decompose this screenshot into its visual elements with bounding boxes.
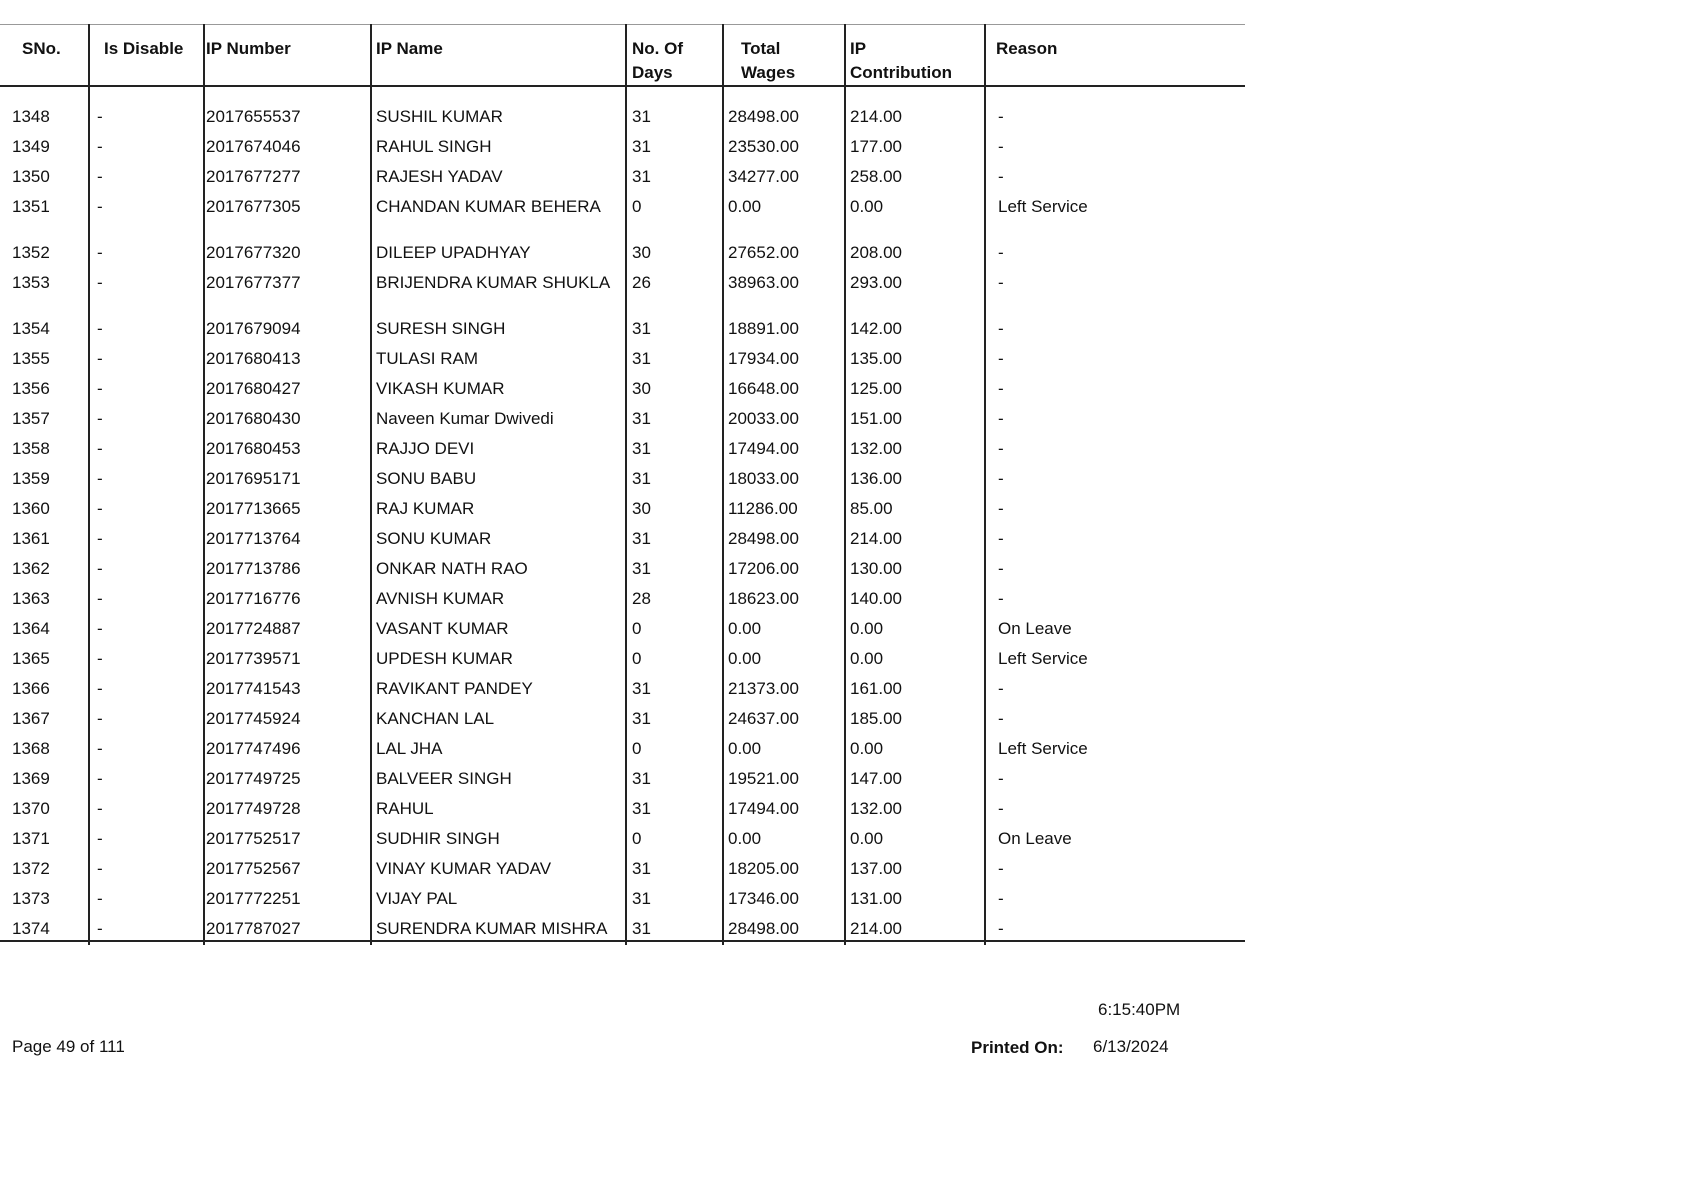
cell-sno: 1350	[12, 167, 50, 186]
cell-contribution: 136.00	[850, 469, 902, 488]
cell-reason: -	[998, 769, 1004, 788]
cell-contribution: 258.00	[850, 167, 902, 186]
cell-reason: -	[998, 799, 1004, 818]
cell-is-disable: -	[97, 919, 103, 938]
cell-ip-name: Naveen Kumar Dwivedi	[376, 409, 554, 428]
table-row	[0, 797, 1245, 827]
cell-ip-name: RAJ KUMAR	[376, 499, 475, 518]
cell-ip-name: RAHUL SINGH	[376, 137, 492, 156]
cell-ip-name: DILEEP UPADHYAY	[376, 243, 531, 262]
cell-is-disable: -	[97, 409, 103, 428]
column-header-days	[632, 37, 683, 85]
column-header-ip-name	[376, 37, 443, 61]
cell-ip-name: AVNISH KUMAR	[376, 589, 505, 608]
table-row	[0, 587, 1245, 617]
cell-is-disable: -	[97, 559, 103, 578]
cell-ip-name: VIKASH KUMAR	[376, 379, 505, 398]
cell-is-disable: -	[97, 739, 103, 758]
cell-reason: -	[998, 409, 1004, 428]
cell-is-disable: -	[97, 107, 103, 126]
cell-sno: 1366	[12, 679, 50, 698]
cell-reason: On Leave	[998, 829, 1072, 848]
cell-ip-name: SUSHIL KUMAR	[376, 107, 503, 126]
cell-wages: 28498.00	[728, 107, 799, 126]
cell-is-disable: -	[97, 137, 103, 156]
table-row	[0, 827, 1245, 857]
cell-ip-number: 2017677305	[206, 197, 301, 216]
cell-contribution: 125.00	[850, 379, 902, 398]
cell-days: 31	[632, 469, 651, 488]
header-label: Contribution	[850, 63, 952, 82]
cell-contribution: 214.00	[850, 919, 902, 938]
cell-ip-number: 2017695171	[206, 469, 301, 488]
cell-sno: 1364	[12, 619, 50, 638]
cell-contribution: 185.00	[850, 709, 902, 728]
cell-ip-number: 2017716776	[206, 589, 301, 608]
table-row	[0, 467, 1245, 497]
table-row	[0, 647, 1245, 677]
cell-ip-number: 2017739571	[206, 649, 301, 668]
cell-ip-number: 2017724887	[206, 619, 301, 638]
cell-ip-number: 2017674046	[206, 137, 301, 156]
cell-sno: 1353	[12, 273, 50, 292]
cell-days: 31	[632, 679, 651, 698]
cell-sno: 1368	[12, 739, 50, 758]
cell-is-disable: -	[97, 619, 103, 638]
cell-ip-name: SURENDRA KUMAR MISHRA	[376, 919, 608, 938]
cell-ip-name: SURESH SINGH	[376, 319, 506, 338]
cell-is-disable: -	[97, 439, 103, 458]
cell-ip-number: 2017680413	[206, 349, 301, 368]
table-row	[0, 195, 1245, 225]
header-label: IP	[850, 39, 867, 58]
table-row	[0, 767, 1245, 797]
cell-ip-name: BRIJENDRA KUMAR SHUKLA	[376, 273, 611, 292]
column-header-sno	[22, 37, 61, 61]
cell-days: 0	[632, 197, 642, 216]
table-row	[0, 317, 1245, 347]
table-row	[0, 887, 1245, 917]
cell-is-disable: -	[97, 859, 103, 878]
printed-time: 6:15:40PM	[1098, 1000, 1181, 1019]
cell-reason: -	[998, 469, 1004, 488]
table-row	[0, 707, 1245, 737]
cell-contribution: 161.00	[850, 679, 902, 698]
cell-days: 30	[632, 243, 651, 262]
table-row	[0, 617, 1245, 647]
header-label: SNo.	[22, 39, 61, 58]
table-row	[0, 527, 1245, 557]
cell-is-disable: -	[97, 379, 103, 398]
cell-sno: 1367	[12, 709, 50, 728]
cell-ip-number: 2017772251	[206, 889, 301, 908]
cell-sno: 1358	[12, 439, 50, 458]
cell-days: 0	[632, 829, 642, 848]
page-number: Page 49 of 111	[12, 1037, 125, 1056]
cell-wages: 0.00	[728, 197, 762, 216]
header-label: Reason	[996, 39, 1058, 58]
cell-ip-name: CHANDAN KUMAR BEHERA	[376, 197, 601, 216]
cell-reason: -	[998, 349, 1004, 368]
cell-wages: 17346.00	[728, 889, 799, 908]
cell-is-disable: -	[97, 167, 103, 186]
cell-ip-name: LAL JHA	[376, 739, 443, 758]
cell-sno: 1370	[12, 799, 50, 818]
cell-ip-number: 2017745924	[206, 709, 301, 728]
cell-contribution: 130.00	[850, 559, 902, 578]
cell-contribution: 132.00	[850, 799, 902, 818]
cell-ip-name: RAJESH YADAV	[376, 167, 503, 186]
cell-contribution: 0.00	[850, 649, 884, 668]
cell-reason: -	[998, 379, 1004, 398]
header-label: Wages	[741, 63, 796, 82]
table-row	[0, 857, 1245, 887]
cell-ip-number: 2017752567	[206, 859, 301, 878]
table-row	[0, 677, 1245, 707]
cell-days: 31	[632, 709, 651, 728]
cell-days: 31	[632, 889, 651, 908]
table-row	[0, 437, 1245, 467]
cell-reason: Left Service	[998, 197, 1088, 216]
cell-days: 31	[632, 319, 651, 338]
cell-days: 31	[632, 107, 651, 126]
cell-wages: 17494.00	[728, 439, 799, 458]
table-row	[0, 557, 1245, 587]
cell-is-disable: -	[97, 769, 103, 788]
cell-wages: 20033.00	[728, 409, 799, 428]
cell-sno: 1349	[12, 137, 50, 156]
cell-is-disable: -	[97, 349, 103, 368]
cell-ip-number: 2017677277	[206, 167, 301, 186]
cell-ip-number: 2017787027	[206, 919, 301, 938]
cell-is-disable: -	[97, 319, 103, 338]
column-header-reason	[996, 37, 1057, 61]
cell-ip-number: 2017655537	[206, 107, 301, 126]
cell-days: 31	[632, 439, 651, 458]
cell-reason: Left Service	[998, 649, 1088, 668]
cell-reason: -	[998, 859, 1004, 878]
cell-ip-number: 2017749725	[206, 769, 301, 788]
cell-reason: -	[998, 243, 1004, 262]
cell-days: 26	[632, 273, 651, 292]
cell-wages: 16648.00	[728, 379, 799, 398]
column-header-wages	[741, 37, 795, 85]
cell-contribution: 214.00	[850, 107, 902, 126]
cell-wages: 18205.00	[728, 859, 799, 878]
cell-reason: -	[998, 439, 1004, 458]
header-label: IP Number	[206, 39, 291, 58]
cell-contribution: 293.00	[850, 273, 902, 292]
cell-reason: -	[998, 107, 1004, 126]
cell-ip-name: SONU KUMAR	[376, 529, 492, 548]
cell-ip-number: 2017747496	[206, 739, 301, 758]
cell-wages: 17494.00	[728, 799, 799, 818]
cell-is-disable: -	[97, 243, 103, 262]
table-row	[0, 407, 1245, 437]
cell-contribution: 208.00	[850, 243, 902, 262]
table-row	[0, 917, 1245, 947]
cell-wages: 0.00	[728, 829, 762, 848]
printed-date: 6/13/2024	[1093, 1037, 1169, 1056]
cell-sno: 1363	[12, 589, 50, 608]
cell-ip-name: ONKAR NATH RAO	[376, 559, 528, 578]
cell-wages: 38963.00	[728, 273, 799, 292]
cell-sno: 1348	[12, 107, 50, 126]
cell-ip-number: 2017741543	[206, 679, 301, 698]
cell-wages: 23530.00	[728, 137, 799, 156]
header-label: Days	[632, 63, 673, 82]
cell-wages: 0.00	[728, 739, 762, 758]
cell-sno: 1354	[12, 319, 50, 338]
cell-is-disable: -	[97, 499, 103, 518]
cell-contribution: 85.00	[850, 499, 893, 518]
table-row	[0, 105, 1245, 135]
cell-sno: 1351	[12, 197, 50, 216]
cell-ip-name: RAVIKANT PANDEY	[376, 679, 533, 698]
cell-reason: Left Service	[998, 739, 1088, 758]
header-bottom-border	[0, 85, 1245, 87]
cell-days: 0	[632, 739, 642, 758]
cell-sno: 1371	[12, 829, 50, 848]
cell-days: 31	[632, 529, 651, 548]
table-row	[0, 135, 1245, 165]
cell-contribution: 140.00	[850, 589, 902, 608]
cell-ip-number: 2017752517	[206, 829, 301, 848]
table-row	[0, 347, 1245, 377]
cell-days: 31	[632, 919, 651, 938]
cell-sno: 1356	[12, 379, 50, 398]
cell-wages: 18891.00	[728, 319, 799, 338]
table-row	[0, 165, 1245, 195]
cell-reason: On Leave	[998, 619, 1072, 638]
cell-sno: 1357	[12, 409, 50, 428]
header-label: Total	[741, 39, 781, 58]
cell-reason: -	[998, 529, 1004, 548]
cell-wages: 11286.00	[728, 499, 798, 518]
cell-days: 30	[632, 499, 651, 518]
cell-wages: 21373.00	[728, 679, 799, 698]
table-row	[0, 737, 1245, 767]
header-label: No. Of	[632, 39, 683, 58]
cell-sno: 1374	[12, 919, 50, 938]
cell-days: 31	[632, 769, 651, 788]
cell-contribution: 0.00	[850, 197, 884, 216]
cell-days: 0	[632, 619, 642, 638]
cell-is-disable: -	[97, 529, 103, 548]
cell-ip-name: UPDESH KUMAR	[376, 649, 513, 668]
cell-wages: 18033.00	[728, 469, 799, 488]
cell-days: 31	[632, 409, 651, 428]
cell-wages: 17206.00	[728, 559, 799, 578]
cell-ip-name: VINAY KUMAR YADAV	[376, 859, 552, 878]
cell-ip-name: VASANT KUMAR	[376, 619, 509, 638]
cell-contribution: 135.00	[850, 349, 902, 368]
cell-sno: 1360	[12, 499, 50, 518]
cell-contribution: 142.00	[850, 319, 902, 338]
data-table	[0, 24, 1245, 944]
cell-days: 30	[632, 379, 651, 398]
cell-days: 31	[632, 167, 651, 186]
cell-wages: 34277.00	[728, 167, 799, 186]
cell-sno: 1355	[12, 349, 50, 368]
cell-is-disable: -	[97, 829, 103, 848]
cell-sno: 1359	[12, 469, 50, 488]
cell-contribution: 0.00	[850, 619, 884, 638]
cell-reason: -	[998, 137, 1004, 156]
cell-ip-number: 2017680453	[206, 439, 301, 458]
cell-ip-number: 2017713764	[206, 529, 301, 548]
cell-is-disable: -	[97, 799, 103, 818]
cell-wages: 18623.00	[728, 589, 799, 608]
cell-contribution: 0.00	[850, 739, 884, 758]
cell-reason: -	[998, 319, 1004, 338]
cell-ip-number: 2017713786	[206, 559, 301, 578]
cell-reason: -	[998, 167, 1004, 186]
cell-sno: 1369	[12, 769, 50, 788]
cell-ip-number: 2017680430	[206, 409, 301, 428]
cell-wages: 27652.00	[728, 243, 799, 262]
cell-days: 31	[632, 799, 651, 818]
table-row	[0, 241, 1245, 271]
cell-ip-number: 2017677377	[206, 273, 301, 292]
cell-reason: -	[998, 273, 1004, 292]
header-label: IP Name	[376, 39, 443, 58]
cell-is-disable: -	[97, 649, 103, 668]
column-header-is-disable	[104, 37, 183, 61]
cell-wages: 0.00	[728, 619, 762, 638]
cell-sno: 1365	[12, 649, 50, 668]
table-top-border	[0, 24, 1245, 25]
cell-contribution: 177.00	[850, 137, 902, 156]
cell-is-disable: -	[97, 589, 103, 608]
column-header-ip-number	[206, 37, 291, 61]
cell-contribution: 137.00	[850, 859, 902, 878]
cell-ip-name: RAHUL	[376, 799, 434, 818]
cell-is-disable: -	[97, 709, 103, 728]
cell-days: 28	[632, 589, 651, 608]
cell-ip-number: 2017680427	[206, 379, 301, 398]
cell-ip-name: SONU BABU	[376, 469, 477, 488]
cell-wages: 19521.00	[728, 769, 799, 788]
cell-sno: 1361	[12, 529, 50, 548]
cell-reason: -	[998, 559, 1004, 578]
cell-ip-name: VIJAY PAL	[376, 889, 458, 908]
cell-sno: 1362	[12, 559, 50, 578]
table-row	[0, 377, 1245, 407]
cell-sno: 1352	[12, 243, 50, 262]
printed-on-label: Printed On:	[971, 1038, 1064, 1057]
cell-days: 31	[632, 559, 651, 578]
table-row	[0, 271, 1245, 301]
cell-sno: 1372	[12, 859, 50, 878]
cell-wages: 17934.00	[728, 349, 799, 368]
cell-days: 31	[632, 859, 651, 878]
cell-ip-number: 2017677320	[206, 243, 301, 262]
cell-contribution: 131.00	[850, 889, 902, 908]
header-label: Is Disable	[104, 39, 184, 58]
cell-days: 31	[632, 349, 651, 368]
cell-contribution: 0.00	[850, 829, 884, 848]
cell-ip-number: 2017679094	[206, 319, 301, 338]
cell-reason: -	[998, 499, 1004, 518]
cell-reason: -	[998, 589, 1004, 608]
cell-ip-number: 2017713665	[206, 499, 301, 518]
cell-days: 31	[632, 137, 651, 156]
cell-reason: -	[998, 889, 1004, 908]
cell-ip-name: RAJJO DEVI	[376, 439, 475, 458]
cell-ip-name: BALVEER SINGH	[376, 769, 512, 788]
cell-days: 0	[632, 649, 642, 668]
cell-is-disable: -	[97, 273, 103, 292]
cell-wages: 28498.00	[728, 919, 799, 938]
cell-reason: -	[998, 709, 1004, 728]
cell-is-disable: -	[97, 889, 103, 908]
table-row	[0, 497, 1245, 527]
cell-contribution: 214.00	[850, 529, 902, 548]
cell-wages: 28498.00	[728, 529, 799, 548]
cell-wages: 24637.00	[728, 709, 799, 728]
cell-wages: 0.00	[728, 649, 762, 668]
cell-reason: -	[998, 919, 1004, 938]
cell-sno: 1373	[12, 889, 50, 908]
cell-is-disable: -	[97, 469, 103, 488]
cell-ip-number: 2017749728	[206, 799, 301, 818]
cell-is-disable: -	[97, 679, 103, 698]
cell-ip-name: SUDHIR SINGH	[376, 829, 500, 848]
cell-contribution: 147.00	[850, 769, 902, 788]
cell-reason: -	[998, 679, 1004, 698]
cell-ip-name: KANCHAN LAL	[376, 709, 495, 728]
cell-contribution: 151.00	[850, 409, 902, 428]
cell-ip-name: TULASI RAM	[376, 349, 479, 368]
cell-contribution: 132.00	[850, 439, 902, 458]
cell-is-disable: -	[97, 197, 103, 216]
column-header-contribution	[850, 37, 952, 85]
